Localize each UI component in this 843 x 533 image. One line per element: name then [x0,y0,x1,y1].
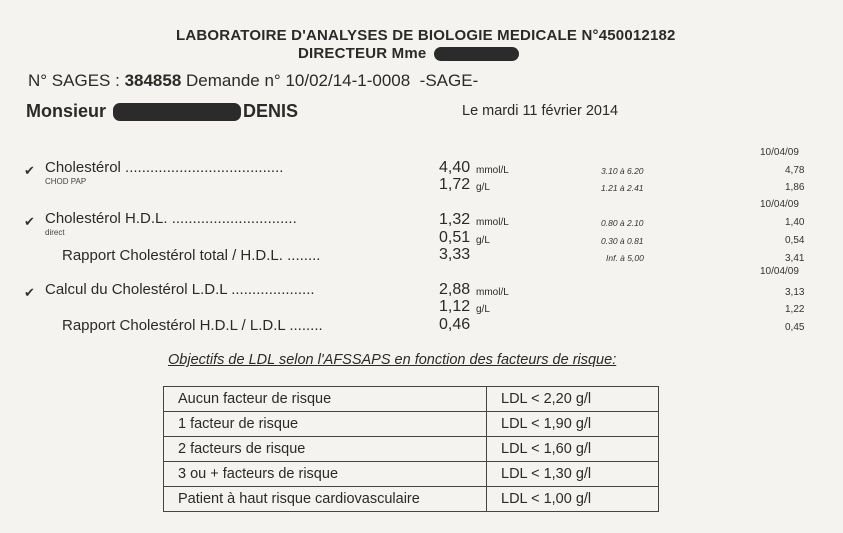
value-ldl-mmol: 2,88 [439,281,471,298]
patient-civility: Monsieur [26,101,107,121]
prev-ldl-g: 1,22 [785,304,805,315]
risk-cell: Aucun facteur de risque [164,387,487,412]
risk-cell: 2 facteurs de risque [164,437,487,462]
value-ratio-hdl-ldl: 0,46 [439,316,471,333]
unit-chol-g: g/L [476,182,490,193]
check-icon: ✔ [24,214,35,229]
ref-chol-g: 1.21 à 2.41 [601,183,644,193]
ref-ratio-total-hdl: Inf. à 5,00 [606,253,644,263]
unit-hdl-g: g/L [476,235,490,246]
director-line [298,45,519,62]
value-chol-mmol: 4,40 [439,159,471,176]
unit-chol-mmol: mmol/L [476,165,509,176]
value-chol-g: 1,72 [439,176,471,193]
sages-number: 384858 [124,71,182,90]
risk-cell: 1 facteur de risque [164,412,487,437]
value-ldl-g: 1,12 [439,298,471,315]
patient-first-name: DENIS [243,101,299,121]
prev-hdl-mmol: 1,40 [785,217,805,228]
ldl-objectives-table [163,386,659,512]
prev-ratio-total-hdl: 3,41 [785,253,805,264]
check-icon: ✔ [24,163,35,178]
prev-chol-mmol: 4,78 [785,165,805,176]
prev-date: 10/04/09 [760,147,799,158]
table-row [164,462,659,487]
target-cell: LDL < 1,90 g/l [487,412,659,437]
unit-ldl-g: g/L [476,304,490,315]
target-cell: LDL < 2,20 g/l [487,387,659,412]
result-label-ldl: Calcul du Cholestérol L.D.L .................... [45,281,315,298]
prev-date: 10/04/09 [760,199,799,210]
risk-cell: Patient à haut risque cardiovasculaire [164,487,487,512]
redaction-surname [113,103,241,121]
ref-hdl-g: 0.30 à 0.81 [601,236,644,246]
director-label: DIRECTEUR Mme [298,45,427,62]
result-label-ratio-total-hdl: Rapport Cholestérol total / H.D.L. ........ [62,247,321,264]
sage-tag: -SAGE- [419,71,479,90]
risk-cell: 3 ou + facteurs de risque [164,462,487,487]
table-row [164,387,659,412]
sages-label: N° SAGES : [28,71,120,90]
unit-ldl-mmol: mmol/L [476,287,509,298]
method-hdl: direct [45,228,65,237]
method-chol: CHOD PAP [45,177,87,186]
prev-ldl-mmol: 3,13 [785,287,805,298]
value-hdl-mmol: 1,32 [439,211,471,228]
patient-name [26,101,298,122]
target-cell: LDL < 1,30 g/l [487,462,659,487]
table-row [164,412,659,437]
prev-ratio-hdl-ldl: 0,45 [785,322,805,333]
table-row [164,437,659,462]
ref-chol-mmol: 3.10 à 6.20 [601,166,644,176]
prev-chol-g: 1,86 [785,182,805,193]
result-label-chol: Cholestérol ...................................... [45,159,284,176]
prev-hdl-g: 0,54 [785,235,805,246]
result-label-hdl: Cholestérol H.D.L. .............................. [45,210,297,227]
redaction-director [434,47,519,61]
value-hdl-g: 0,51 [439,229,471,246]
objectives-title: Objectifs de LDL selon l'AFSSAPS en fonction des facteurs de risque: [168,352,617,368]
value-ratio-total-hdl: 3,33 [439,246,471,263]
table-row [164,487,659,512]
target-cell: LDL < 1,00 g/l [487,487,659,512]
sages-line [28,71,478,91]
lab-title: LABORATOIRE D'ANALYSES DE BIOLOGIE MEDICALE N°450012182 [176,27,676,44]
target-cell: LDL < 1,60 g/l [487,437,659,462]
report-date: Le mardi 11 février 2014 [462,103,619,119]
result-label-ratio-hdl-ldl: Rapport Cholestérol H.D.L / L.D.L ........ [62,317,323,334]
prev-date: 10/04/09 [760,266,799,277]
ref-hdl-mmol: 0.80 à 2.10 [601,218,644,228]
check-icon: ✔ [24,285,35,300]
demande-number: Demande n° 10/02/14-1-0008 [186,71,411,90]
unit-hdl-mmol: mmol/L [476,217,509,228]
